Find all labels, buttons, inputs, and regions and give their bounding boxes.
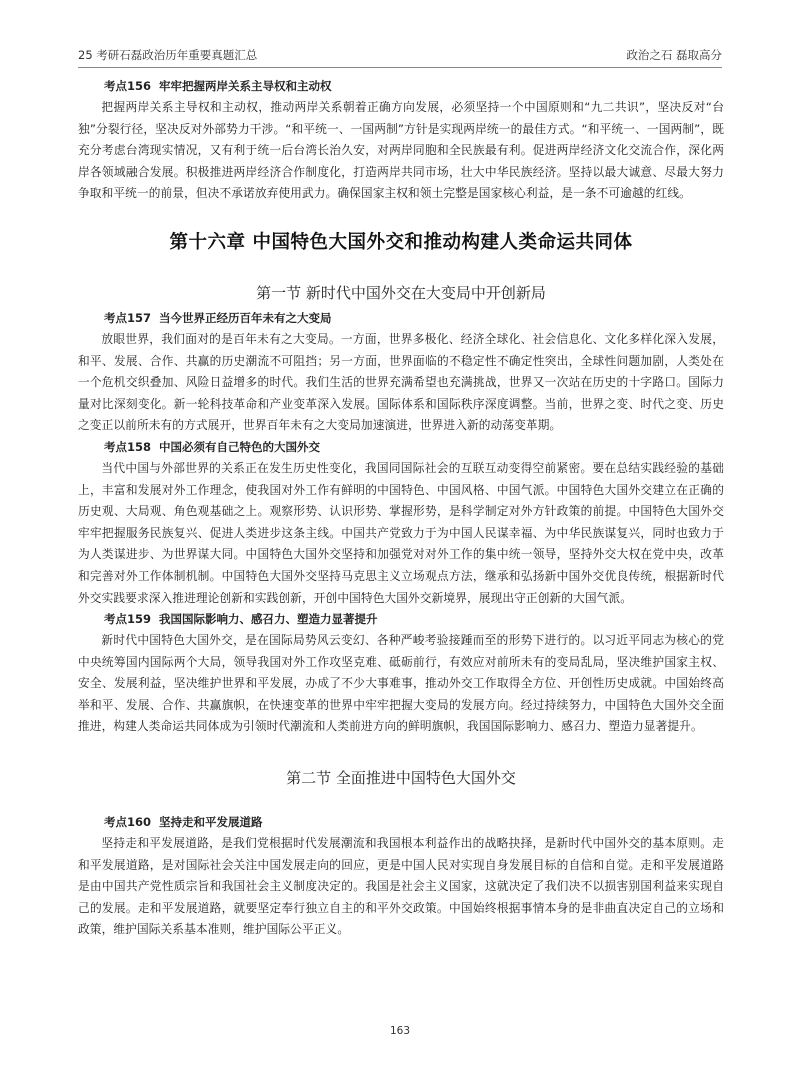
kaodian-title: 当今世界正经历百年未有之大变局 bbox=[159, 310, 332, 325]
kaodian-158-heading bbox=[78, 437, 724, 458]
kaodian-159-text: 新时代中国特色大国外交，是在国际局势风云变幻、各种严峻考验接踵而至的形势下进行的。以习近平同志为核心的党中央统筹国内国际两个大局，领导我国对外工作攻坚克难、砥砺前行，有效应对前所未有的变局乱局，坚决维护国家主权、安全、发展利益，坚决维护世界和平发展，办成了不少大事难事，推动外交工作取得全方位、开创性历史成就。中国始终高举和平、发展、合作、共赢旗帜，在快速变革的世界中牢牢把握大变局的发展方向。经过持续努力，中国特色大国外交全面推进，构建人类命运共同体成为引领时代潮流和人类前进方向的鲜明旗帜，我国国际影响力、感召力、塑造力显著提升。 bbox=[78, 633, 724, 734]
kaodian-157-heading bbox=[78, 308, 724, 329]
page-number: 163 bbox=[389, 1025, 411, 1037]
chapter-title: 第十六章 中国特色大国外交和推动构建人类命运共同体 bbox=[169, 231, 633, 253]
kaodian-title: 牢牢把握两岸关系主导权和主动权 bbox=[159, 79, 332, 93]
kaodian-code: 考点159 bbox=[104, 612, 152, 627]
kaodian-160-heading bbox=[78, 812, 724, 833]
kaodian-title: 我国国际影响力、感召力、塑造力显著提升 bbox=[159, 612, 378, 627]
kaodian-code: 考点158 bbox=[104, 439, 152, 454]
kaodian-157-text: 放眼世界，我们面对的是百年未有之大变局。一方面，世界多极化、经济全球化、社会信息化、文化多样化深入发展，和平、发展、合作、共赢的历史潮流不可阻挡；另一方面，世界面临的不稳定性不确定性突出，全球性问题加剧，人类处在一个危机交织叠加、风险日益增多的时代。我们生活的世界充满希望也充满挑战，世界又一次站在历史的十字路口。国际力量对比深刻变化。新一轮科技革命和产业变革深入发展。国际体系和国际秩序深度调整。当前，世界之变、时代之变、历史之变正以前所未有的方式展开，世界百年未有之大变局加速演进，世界进入新的动荡变革期。 bbox=[78, 331, 724, 433]
kaodian-code: 考点157 bbox=[104, 310, 152, 325]
kaodian-code: 考点156 bbox=[104, 79, 152, 93]
header-slogan: 政治之石 磊取高分 bbox=[626, 48, 722, 62]
header-book-title: 25 考研石磊政治历年重要真题汇总 bbox=[78, 48, 258, 62]
header-divider bbox=[78, 67, 722, 68]
page-header bbox=[78, 47, 722, 65]
kaodian-title: 坚持走和平发展道路 bbox=[159, 815, 263, 830]
kaodian-156-text: 把握两岸关系主导权和主动权，推动两岸关系朝着正确方向发展，必须坚持一个中国原则和“九二共识”，坚决反对“台独”分裂行径，坚决反对外部势力干涉。“和平统一、一国两制”方针是实现两岸统一的最佳方式。“和平统一、一国两制”，既充分考虑台湾现实情况，又有利于统一后台湾长治久安，对两岸同胞和全民族最有利。促进两岸经济文化交流合作，深化两岸各领域融合发展。积极推进两岸经济合作制度化，打造两岸共同市场，壮大中华民族经济。坚持以最大诚意、尽最大努力争取和平统一的前景，但决不承诺放弃使用武力。确保国家主权和领土完整是国家核心利益，是一条不可逾越的红线。 bbox=[78, 100, 724, 201]
kaodian-code: 考点160 bbox=[104, 815, 152, 830]
section-1-title: 第一节 新时代中国外交在大变局中开创新局 bbox=[256, 283, 546, 302]
page-content bbox=[78, 76, 724, 941]
section-2-title: 第二节 全面推进中国特色大国外交 bbox=[286, 769, 516, 788]
kaodian-160-text: 坚持走和平发展道路，是我们党根据时代发展潮流和我国根本利益作出的战略抉择，是新时代中国外交的基本原则。走和平发展道路，是对国际社会关注中国发展走向的回应，更是中国人民对实现自身发展目标的自信和自觉。走和平发展道路是由中国共产党性质宗旨和我国社会主义制度决定的。我国是社会主义国家，这就决定了我们决不以损害别国利益来实现自己的发展。走和平发展道路，就要坚定奉行独立自主的和平外交政策。中国始终根据事情本身的是非曲直决定自己的立场和政策，维护国际关系基本准则，维护国际公平正义。 bbox=[78, 836, 724, 937]
kaodian-159-heading bbox=[78, 609, 724, 630]
kaodian-158-text: 当代中国与外部世界的关系正在发生历史性变化，我国同国际社会的互联互动变得空前紧密。要在总结实践经验的基础上，丰富和发展对外工作理念，使我国对外工作有鲜明的中国特色、中国风格、中国气派。中国特色大国外交建立在正确的历史观、大局观、角色观基础之上。观察形势、认识形势、掌握形势，是科学制定对外方针政策的前提。中国特色大国外交牢牢把握服务民族复兴、促进人类进步这条主线。中国共产党致力于为中国人民谋幸福、为中华民族谋复兴，同时也致力于为人类谋进步、为世界谋大同。中国特色大国外交坚持和加强党对对外工作的集中统一领导，坚持外交大权在党中央，改革和完善对外工作体制机制。中国特色大国外交坚持马克思主义立场观点方法，继承和弘扬新中国外交优良传统，根据新时代外交实践要求深入推进理论创新和实践创新，开创中国特色大国外交新境界，展现出守正创新的大国气派。 bbox=[78, 460, 724, 605]
kaodian-156-heading bbox=[78, 76, 724, 97]
kaodian-title: 中国必须有自己特色的大国外交 bbox=[159, 439, 321, 454]
